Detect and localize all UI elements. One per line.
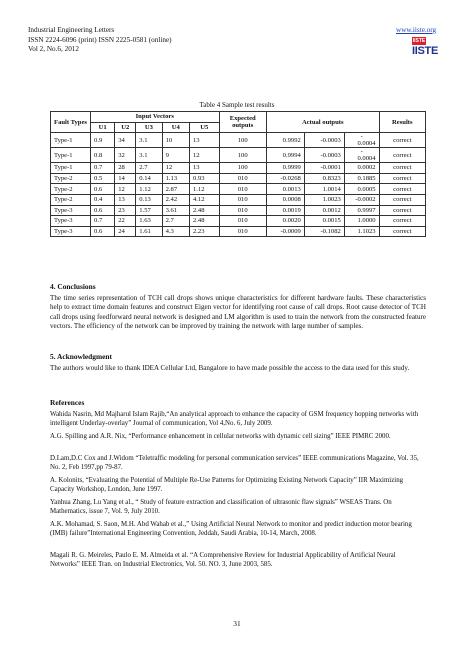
table-cell-a3: - 0.0004	[344, 148, 379, 163]
table-cell-u1: 0.7	[91, 163, 115, 174]
table-cell-expected: 010	[219, 184, 266, 195]
table-cell-result: correct	[379, 216, 425, 227]
table-cell-a3: 1.0000	[344, 216, 379, 227]
table-cell-u1: 0.4	[91, 194, 115, 205]
table-cell-a3: 1.1023	[344, 226, 379, 237]
table-cell-expected: 010	[219, 216, 266, 227]
table-cell-type: Type-3	[51, 205, 91, 216]
table-cell-u5: 0.93	[189, 173, 219, 184]
iiste-logo	[412, 37, 442, 57]
table-cell-u4: 2.42	[162, 194, 189, 205]
table-cell-u3: 3.1	[136, 148, 162, 163]
header-input-vectors: Input Vectors	[91, 112, 220, 123]
table-cell-a1: 0.0019	[266, 205, 304, 216]
header-expected-outputs: Expected outputs	[219, 112, 266, 133]
table-cell-type: Type-2	[51, 194, 91, 205]
reference-item: Magali R. G. Meireles, Paulo E. M. Almeida et al. “A Comprehensive Review for Industrial Applicability of Artificial Neural Networks” IEEE Tran. on Industrial Electronics, Vol. 50. NO. 3, June 2003, 585.	[50, 552, 396, 569]
table-row	[51, 194, 426, 205]
table-cell-a1: 0.0020	[266, 216, 304, 227]
table-cell-u4: 3.61	[162, 205, 189, 216]
table-cell-u4: 10	[162, 133, 189, 148]
table-cell-u4: 1.13	[162, 173, 189, 184]
table-cell-expected: 010	[219, 205, 266, 216]
table-cell-u4: 4.3	[162, 226, 189, 237]
table-cell-u3: 2.7	[136, 163, 162, 174]
acknowledgment-text: The authors would like to thank IDEA Cellular Ltd, Bangalore to have made possible the access to the data used for this study.	[50, 364, 410, 372]
table-cell-expected: 100	[219, 133, 266, 148]
table-cell-u3: 1.63	[136, 216, 162, 227]
table-cell-expected: 010	[219, 173, 266, 184]
table-cell-result: correct	[379, 226, 425, 237]
table-cell-a3: 0.9997	[344, 205, 379, 216]
table-cell-u3: 3.1	[136, 133, 162, 148]
table-cell-u5: 12	[189, 148, 219, 163]
header-results: Results	[379, 112, 425, 133]
table-cell-u2: 23	[115, 205, 136, 216]
table-cell-a2: 0.0015	[304, 216, 344, 227]
table-cell-a3: 0.0005	[344, 184, 379, 195]
table-cell-u5: 1.12	[189, 184, 219, 195]
table-cell-result: correct	[379, 148, 425, 163]
table-row	[51, 133, 426, 148]
table-cell-expected: 100	[219, 163, 266, 174]
reference-item: D.Lam,D.C Cox and J.Widom “Teletraffic modeling for personal communication services” IEEE communications Magazine, Vol. 35, No. 2, Feb 1997,pp 79-87.	[50, 455, 419, 472]
table-cell-a2: 1.0014	[304, 184, 344, 195]
header-u5: U5	[189, 122, 219, 133]
table-cell-u5: 2.23	[189, 226, 219, 237]
header-u2: U2	[115, 122, 136, 133]
table-cell-type: Type-1	[51, 163, 91, 174]
journal-issn: ISSN 2224-6096 (print) ISSN 2225-0581 (online)	[28, 35, 172, 44]
table-cell-expected: 010	[219, 194, 266, 205]
table-cell-u3: 0.14	[136, 173, 162, 184]
table-cell-a2: -0.0003	[304, 133, 344, 148]
table-cell-type: Type-1	[51, 133, 91, 148]
table-cell-u2: 24	[115, 226, 136, 237]
table-cell-u3: 1.61	[136, 226, 162, 237]
table-cell-u3: 1.57	[136, 205, 162, 216]
reference-item: A.K. Mohamad, S. Saon, M.H. Abd Wahab et al.,” Using Artificial Neural Network to monitor and predict induction motor bearing (IMB) failure”International Engineering Convention, Jeddah, Saudi Arabia, 10-14, March, 2008.	[50, 521, 412, 538]
table-cell-u1: 0.9	[91, 133, 115, 148]
table-cell-result: correct	[379, 173, 425, 184]
table-cell-a2: -0.0003	[304, 148, 344, 163]
table-cell-u4: 2.87	[162, 184, 189, 195]
table-cell-a1: 0.9992	[266, 133, 304, 148]
journal-header	[28, 26, 172, 55]
table-cell-a3: 0.1885	[344, 173, 379, 184]
page-number: 31	[233, 619, 241, 628]
table-cell-a2: 1.0023	[304, 194, 344, 205]
table-cell-u5: 4.12	[189, 194, 219, 205]
table-cell-a3: -0.0002	[344, 194, 379, 205]
table-cell-a1: 0.0013	[266, 184, 304, 195]
results-table	[50, 111, 426, 237]
table-cell-result: correct	[379, 133, 425, 148]
table-cell-a1: 0.9999	[266, 163, 304, 174]
acknowledgment-heading: 5. Acknowledgment	[50, 352, 113, 361]
table-cell-u1: 0.7	[91, 216, 115, 227]
website-link[interactable]: www.iiste.org	[396, 26, 437, 34]
table-cell-u1: 0.6	[91, 184, 115, 195]
conclusions-heading: 4. Conclusions	[50, 282, 96, 291]
table-caption: Table 4 Sample test results	[199, 101, 275, 109]
reference-item: Wahida Nasrin, Md Majharul Islam Rajib,“An analytical approach to enhance the capacity of GSM frequency hopping networks with intelligent Underlay-overlay” Journal of communication, Vol 4,No. 6, July 2009.	[50, 411, 419, 428]
reference-item: Yanhua Zhang, Lu Yang et al., “ Study of feature extraction and classification of ultrasonic flaw signals” WSEAS Trans. On Mathematics, issue 7, Vol. 9, July 2010.	[50, 499, 392, 516]
table-cell-type: Type-3	[51, 216, 91, 227]
journal-name: Industrial Engineering Letters	[28, 26, 115, 34]
table-cell-u5: 2.48	[189, 216, 219, 227]
header-actual-outputs: Actual outputs	[266, 112, 379, 133]
table-cell-a1: -0.0009	[266, 226, 304, 237]
table-body	[51, 133, 426, 237]
table-cell-u4: 12	[162, 163, 189, 174]
logo-badge: IISTE	[412, 38, 426, 44]
table-row	[51, 216, 426, 227]
table-cell-a2: -0.0001	[304, 163, 344, 174]
table-row	[51, 173, 426, 184]
table-cell-u5: 13	[189, 163, 219, 174]
reference-item: A.G. Spilling and A.R. Nix, “Performance enhancement in cellular networks with dynamic cell sizing” IEEE PIMRC 2000.	[50, 433, 391, 440]
table-cell-type: Type-2	[51, 173, 91, 184]
table-cell-u2: 28	[115, 163, 136, 174]
table-cell-result: correct	[379, 205, 425, 216]
table-cell-u4: 9	[162, 148, 189, 163]
table-cell-u1: 0.5	[91, 173, 115, 184]
header-u3: U3	[136, 122, 162, 133]
table-cell-a3: 0.0002	[344, 163, 379, 174]
header-u4: U4	[162, 122, 189, 133]
table-cell-u1: 0.8	[91, 148, 115, 163]
table-cell-a2: 0.8323	[304, 173, 344, 184]
table-cell-u3: 1.12	[136, 184, 162, 195]
table-cell-u2: 12	[115, 184, 136, 195]
table-cell-u1: 0.6	[91, 205, 115, 216]
table-cell-u1: 0.6	[91, 226, 115, 237]
table-cell-result: correct	[379, 163, 425, 174]
journal-volume: Vol 2, No.6, 2012	[28, 45, 79, 54]
header-u1: U1	[91, 122, 115, 133]
table-row	[51, 184, 426, 195]
table-cell-a2: -0.1082	[304, 226, 344, 237]
conclusions-text: The time series representation of TCH call drops shows unique characteristics for different hardware faults. These characteristics help to extract time domain features and construct Eigen vector for identifying root cause of call drops. Root cause detector of TCH call drops using feedforward neural network is designed and LM algorithm is used to train the network from the constructed feature vectors. The efficiency of the network can be improved by training the network with large number of samples.	[50, 294, 426, 331]
logo-wordmark: IISTE	[412, 45, 439, 57]
table-row	[51, 148, 426, 163]
table-cell-expected: 010	[219, 226, 266, 237]
table-cell-a1: 0.9994	[266, 148, 304, 163]
table-row	[51, 226, 426, 237]
table-cell-u5: 2.48	[189, 205, 219, 216]
table-cell-type: Type-2	[51, 184, 91, 195]
table-cell-u4: 2.7	[162, 216, 189, 227]
table-row	[51, 163, 426, 174]
table-cell-u2: 34	[115, 133, 136, 148]
table-cell-a3: - 0.0004	[344, 133, 379, 148]
table-cell-a1: 0.0008	[266, 194, 304, 205]
table-cell-result: correct	[379, 184, 425, 195]
table-cell-u5: 13	[189, 133, 219, 148]
table-cell-expected: 100	[219, 148, 266, 163]
table-cell-u2: 13	[115, 194, 136, 205]
references-heading: References	[50, 398, 85, 407]
table-cell-type: Type-3	[51, 226, 91, 237]
table-cell-u3: 0.13	[136, 194, 162, 205]
table-cell-u2: 22	[115, 216, 136, 227]
table-cell-result: correct	[379, 194, 425, 205]
table-cell-u2: 32	[115, 148, 136, 163]
table-cell-type: Type-1	[51, 148, 91, 163]
table-cell-a2: 0.0012	[304, 205, 344, 216]
header-fault-types: Fault Types	[51, 112, 91, 133]
reference-item: A. Kolonits, “Evaluating the Potential of Multiple Re-Use Patterns for Optimizing Existing Network Capacity” IIR Maximizing Capacity Workshop, London, June 1997.	[50, 477, 404, 494]
table-cell-a1: -0.0268	[266, 173, 304, 184]
table-cell-u2: 14	[115, 173, 136, 184]
table-row	[51, 205, 426, 216]
